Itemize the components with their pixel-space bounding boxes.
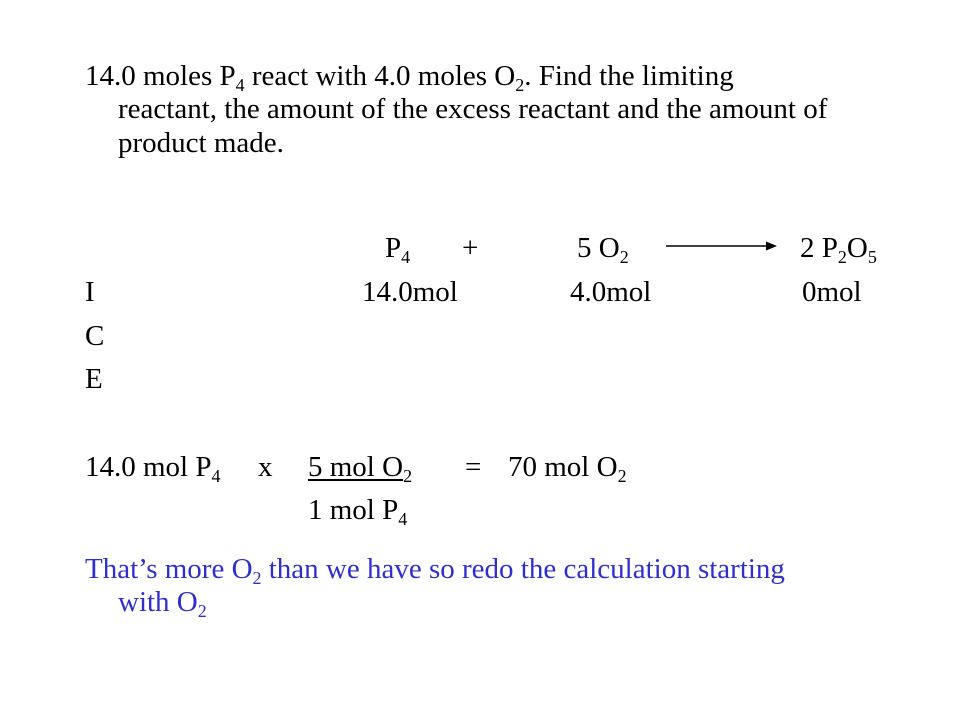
calc-times: x	[258, 451, 273, 483]
ice-label-end: E	[85, 363, 103, 395]
subscript: 4	[401, 246, 411, 267]
subscript: 2	[619, 246, 629, 267]
mole-ratio-numerator	[308, 451, 412, 484]
plus-sign: +	[462, 232, 479, 264]
product-p2o5	[800, 232, 877, 265]
ice-label-change: C	[85, 320, 105, 352]
calc-given	[85, 451, 220, 484]
conclusion-text: with O	[118, 586, 198, 619]
calc-text: 70 mol O	[508, 451, 618, 483]
conclusion-text: That’s more O	[85, 553, 253, 585]
formula-text: 5 O	[577, 232, 620, 264]
subscript: 4	[211, 465, 221, 486]
formula-text: P	[385, 232, 402, 264]
formula-text: 2 P	[800, 232, 838, 264]
subscript: 2	[252, 567, 262, 588]
subscript: 4	[398, 508, 408, 529]
conclusion-line-1	[85, 553, 785, 586]
calc-text: 5 mol O	[308, 451, 404, 483]
calc-text: 1 mol P	[308, 494, 399, 526]
subscript: 2	[617, 465, 627, 486]
conclusion	[85, 553, 785, 620]
subscript: 2	[837, 246, 847, 267]
subscript: 2	[515, 74, 525, 95]
initial-p2o5: 0mol	[802, 276, 862, 308]
reactant-o2	[577, 232, 629, 265]
problem-text: 14.0 moles P	[85, 60, 236, 92]
calc-result	[508, 451, 627, 484]
problem-line-1	[85, 60, 827, 93]
problem-text: react with 4.0 moles O	[244, 60, 516, 92]
formula-text: O	[846, 232, 868, 264]
subscript: 5	[867, 246, 877, 267]
subscript: 2	[197, 601, 207, 622]
reaction-arrow-icon	[666, 238, 778, 254]
problem-text: . Find the limiting	[524, 60, 734, 92]
initial-o2: 4.0mol	[570, 276, 652, 308]
ice-label-initial: I	[85, 276, 95, 308]
calc-text: 14.0 mol P	[85, 451, 212, 483]
problem-line-2: reactant, the amount of the excess reactant and the amount of	[118, 93, 828, 126]
mole-ratio-denominator	[308, 494, 407, 527]
calc-equals: =	[465, 451, 482, 483]
conclusion-line-2	[85, 586, 785, 622]
subscript: 2	[403, 465, 413, 486]
conclusion-text: than we have so redo the calculation starting	[261, 553, 785, 585]
reactant-p4	[385, 232, 410, 265]
initial-p4: 14.0mol	[362, 276, 458, 308]
problem-statement	[85, 60, 827, 160]
problem-line-3: product made.	[118, 126, 284, 159]
subscript: 4	[235, 74, 245, 95]
